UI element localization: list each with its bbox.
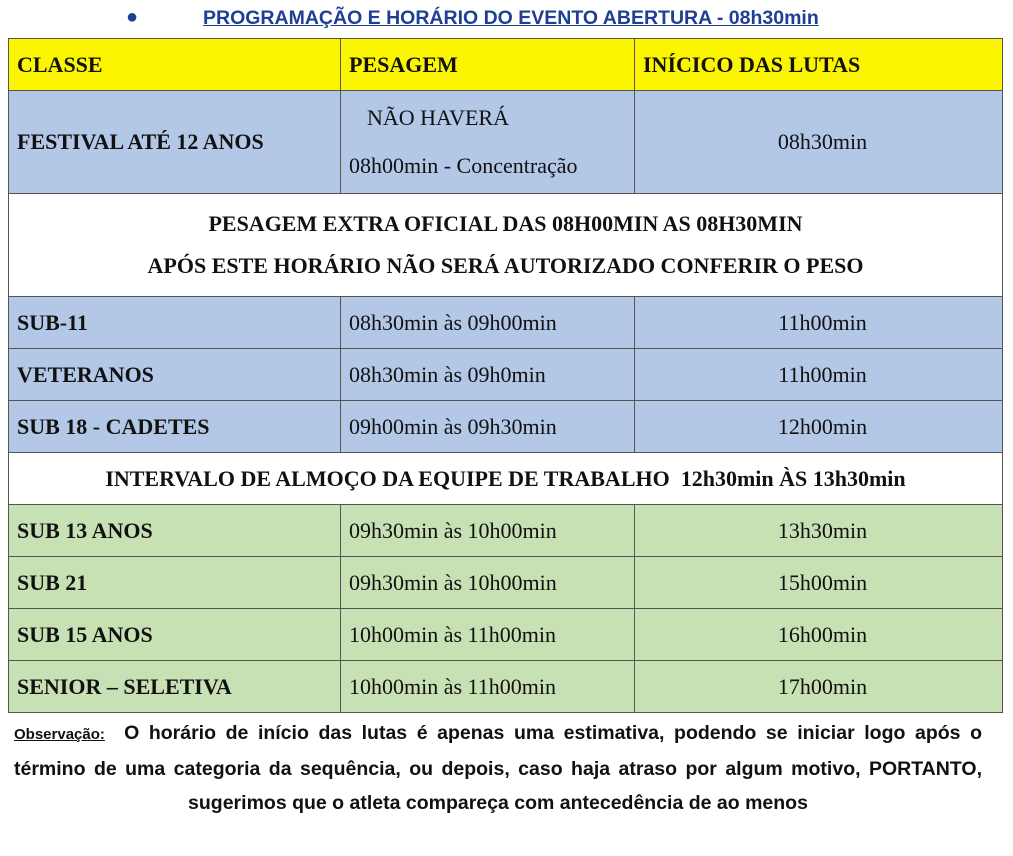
class-cell: FESTIVAL ATÉ 12 ANOS	[9, 91, 341, 194]
weigh-cell: 09h30min às 10h00min	[341, 557, 635, 609]
table-header-row	[9, 39, 1003, 91]
page-title: PROGRAMAÇÃO E HORÁRIO DO EVENTO ABERTURA - 08h30min	[203, 7, 819, 29]
bullet-icon: ●	[126, 6, 139, 28]
start-cell: 13h30min	[635, 505, 1003, 557]
header-class: CLASSE	[9, 39, 341, 91]
schedule-table	[8, 38, 1003, 713]
table-row	[9, 661, 1003, 713]
start-cell: 11h00min	[635, 297, 1003, 349]
weigh-line-2: 08h00min - Concentração	[349, 153, 578, 178]
weigh-cell: 09h00min às 09h30min	[341, 401, 635, 453]
observation-paragraph	[14, 716, 982, 820]
header-weigh-in: PESAGEM	[341, 39, 635, 91]
class-cell: SUB 15 ANOS	[9, 609, 341, 661]
table-row	[9, 557, 1003, 609]
table-row	[9, 349, 1003, 401]
class-cell: VETERANOS	[9, 349, 341, 401]
observation-label: Observação:	[14, 726, 105, 743]
table-row	[9, 401, 1003, 453]
table-row-festival	[9, 91, 1003, 194]
class-cell: SENIOR – SELETIVA	[9, 661, 341, 713]
table-row	[9, 609, 1003, 661]
notice-row-extra-weigh	[9, 194, 1003, 297]
notice-line-1: PESAGEM EXTRA OFICIAL DAS 08H00MIN AS 08H30MIN	[208, 211, 803, 236]
weigh-cell	[341, 91, 635, 194]
start-cell: 11h00min	[635, 349, 1003, 401]
header-fight-start: INÍCICO DAS LUTAS	[635, 39, 1003, 91]
page-heading	[0, 4, 1013, 34]
weigh-cell: 10h00min às 11h00min	[341, 609, 635, 661]
weigh-cell: 08h30min às 09h00min	[341, 297, 635, 349]
notice-cell: INTERVALO DE ALMOÇO DA EQUIPE DE TRABALHO 12h30min ÀS 13h30min	[9, 453, 1003, 505]
start-cell: 15h00min	[635, 557, 1003, 609]
notice-line-2: APÓS ESTE HORÁRIO NÃO SERÁ AUTORIZADO CONFERIR O PESO	[147, 253, 864, 278]
notice-cell	[9, 194, 1003, 297]
weigh-cell: 10h00min às 11h00min	[341, 661, 635, 713]
table-row	[9, 297, 1003, 349]
start-cell: 08h30min	[635, 91, 1003, 194]
start-cell: 17h00min	[635, 661, 1003, 713]
weigh-line-1: NÃO HAVERÁ	[367, 105, 509, 130]
start-cell: 16h00min	[635, 609, 1003, 661]
start-cell: 12h00min	[635, 401, 1003, 453]
observation-text: O horário de início das lutas é apenas uma estimativa, podendo se iniciar logo após o término de uma categoria da sequência, ou depois, caso haja atraso por algum motivo, PORTANTO, sugerimos que o atleta compareça com antecedência de ao menos	[14, 722, 982, 814]
weigh-cell: 09h30min às 10h00min	[341, 505, 635, 557]
class-cell: SUB 18 - CADETES	[9, 401, 341, 453]
weigh-cell: 08h30min às 09h0min	[341, 349, 635, 401]
table-row	[9, 505, 1003, 557]
class-cell: SUB-11	[9, 297, 341, 349]
class-cell: SUB 21	[9, 557, 341, 609]
class-cell: SUB 13 ANOS	[9, 505, 341, 557]
notice-row-lunch	[9, 453, 1003, 505]
